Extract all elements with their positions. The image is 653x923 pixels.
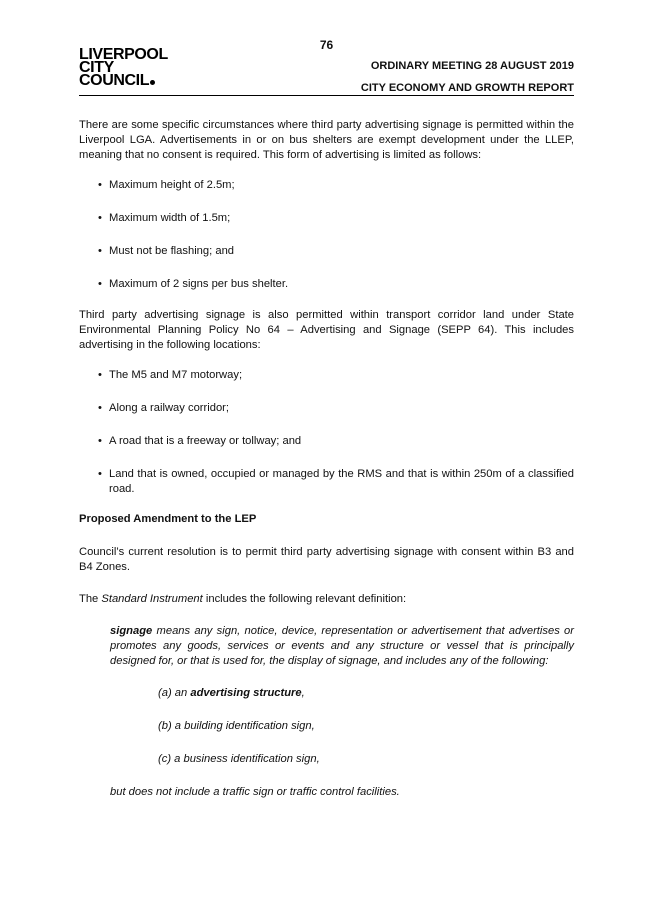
list-item: • Land that is owned, occupied or managed by the RMS and that is within 250m of a classified road. xyxy=(79,467,574,497)
council-logo xyxy=(79,48,168,87)
report-title: CITY ECONOMY AND GROWTH REPORT xyxy=(360,82,574,94)
standard-instrument-title: Standard Instrument xyxy=(101,593,203,605)
definition-item-a: (a) an advertising structure, xyxy=(158,687,305,699)
list-item: • A road that is a freeway or tollway; and xyxy=(79,434,574,449)
list-item: • Maximum height of 2.5m; xyxy=(79,178,574,193)
list-item: • Along a railway corridor; xyxy=(79,401,574,416)
transport-corridor-paragraph: Third party advertising signage is also permitted within transport corridor land under State Environmental Planning Policy No 64 – Advertising and Signage (SEPP 64). This includes advertising in the following locations: xyxy=(79,309,574,351)
locations-list xyxy=(79,368,574,497)
standard-instrument-paragraph: The Standard Instrument includes the following relevant definition: xyxy=(79,593,407,605)
logo-dot-icon xyxy=(150,80,155,85)
definition-item-b: (b) a building identification sign, xyxy=(158,720,315,732)
meeting-title: ORDINARY MEETING 28 AUGUST 2019 xyxy=(370,60,574,72)
list-item: • Maximum width of 1.5m; xyxy=(79,211,574,226)
signage-definition: signage means any sign, notice, device, representation or advertisement that advertises or promotes any goods, services or events and any structure or vessel that is principally designed for, or that is used for, the display of signage, and includes any of the following: xyxy=(110,625,574,667)
report-header xyxy=(361,60,574,104)
list-item: • Must not be flashing; and xyxy=(79,244,574,259)
document-body xyxy=(79,118,574,800)
list-item: • Maximum of 2 signs per bus shelter. xyxy=(79,277,574,292)
logo-line-2: CITY xyxy=(79,59,114,76)
definition-term: signage xyxy=(110,625,153,637)
intro-paragraph: There are some specific circumstances where third party advertising signage is permitted within the Liverpool LGA. Advertisements in or on bus shelters are exempt development under the LLEP, meaning that no consent is required. This form of advertising is limited as follows: xyxy=(79,119,574,161)
logo-line-3: COUNCIL xyxy=(79,72,150,89)
header-divider xyxy=(79,95,574,96)
definition-item-c: (c) a business identification sign, xyxy=(158,753,320,765)
section-heading: Proposed Amendment to the LEP xyxy=(79,513,257,525)
bus-shelter-limits-list xyxy=(79,178,574,292)
logo-line-1: LIVERPOOL xyxy=(79,46,168,63)
list-item: • The M5 and M7 motorway; xyxy=(79,368,574,383)
definition-closing: but does not include a traffic sign or traffic control facilities. xyxy=(110,786,400,798)
page-number: 76 xyxy=(319,38,334,52)
council-resolution-paragraph: Council’s current resolution is to permit third party advertising signage with consent within B3 and B4 Zones. xyxy=(79,546,574,573)
